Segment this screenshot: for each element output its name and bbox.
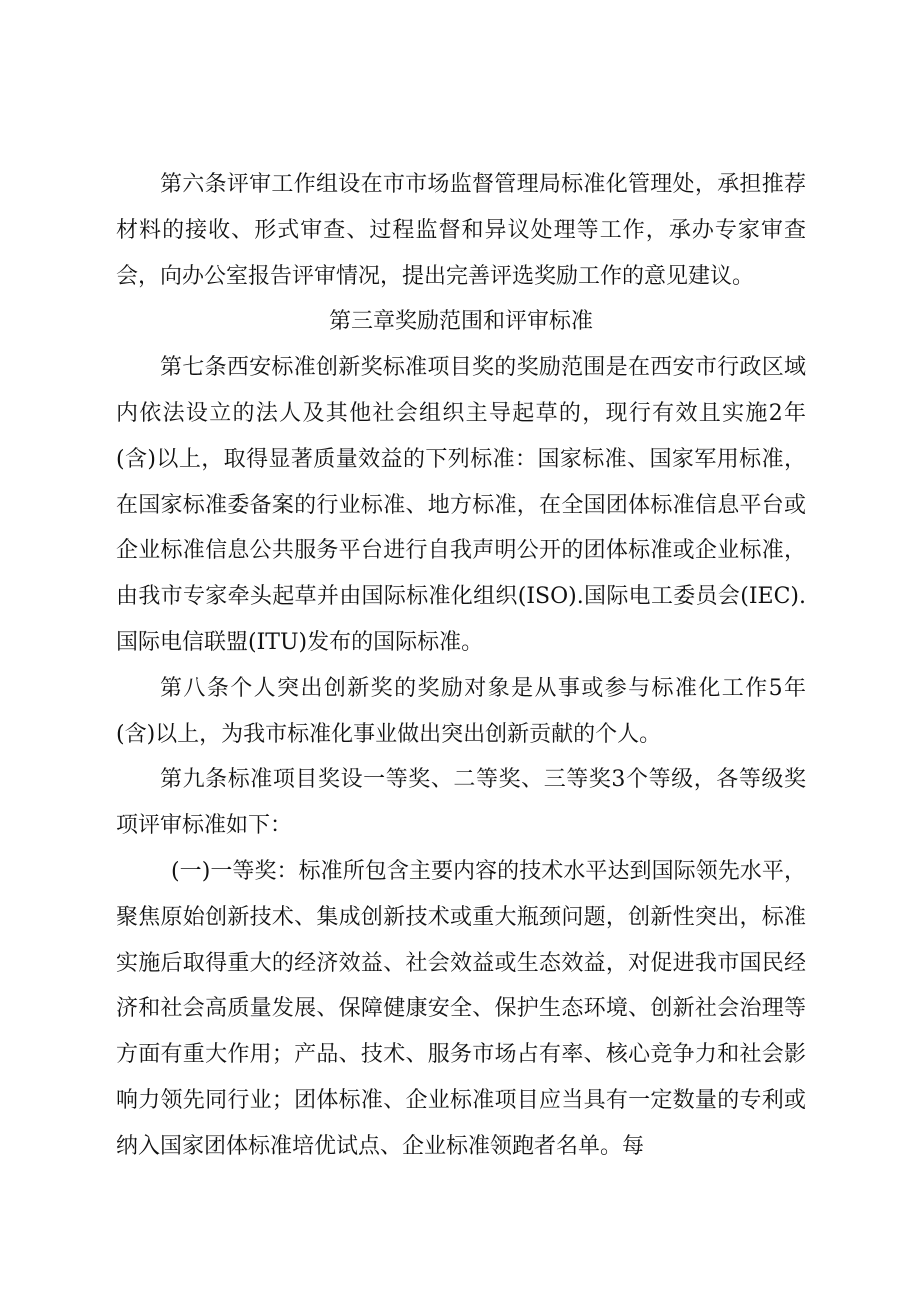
article-9-paragraph: 第九条标准项目奖设一等奖、二等奖、三等奖3个等级，各等级奖项评审标准如下：	[116, 767, 806, 839]
document-body	[116, 162, 806, 1170]
chapter-3-heading: 第三章奖励范围和评审标准	[328, 309, 593, 335]
first-prize-criteria-paragraph: (一)一等奖：标准所包含主要内容的技术水平达到国际领先水平，聚焦原始创新技术、集成创新技术或重大瓶颈问题，创新性突出，标准实施后取得重大的经济效益、社会效益或生态效益，对促进我市国民经济和社会高质量发展、保障健康安全、保护生态环境、创新社会治理等方面有重大作用；产品、技术、服务市场占有率、核心竞争力和社会影响力领先同行业；团体标准、企业标准项目应当具有一定数量的专利或纳入国家团体标准培优试点、企业标准领跑者名单。每	[116, 858, 806, 1159]
article-7-paragraph: 第七条西安标准创新奖标准项目奖的奖励范围是在西安市行政区域内依法设立的法人及其他社会组织主导起草的，现行有效且实施2年(含)以上，取得显著质量效益的下列标准：国家标准、国家军用标准，在国家标准委备案的行业标准、地方标准，在全国团体标准信息平台或企业标准信息公共服务平台进行自我声明公开的团体标准或企业标准，由我市专家牵头起草并由国际标准化组织(ISO).国际电工委员会(IEC).国际电信联盟(ITU)发布的国际标准。	[116, 355, 806, 655]
article-8-paragraph: 第八条个人突出创新奖的奖励对象是从事或参与标准化工作5年(含)以上，为我市标准化事业做出突出创新贡献的个人。	[116, 675, 806, 747]
article-6-paragraph: 第六条评审工作组设在市市场监督管理局标准化管理处，承担推荐材料的接收、形式审查、过程监督和异议处理等工作，承办专家审查会，向办公室报告评审情况，提出完善评选奖励工作的意见建议。	[116, 172, 806, 289]
